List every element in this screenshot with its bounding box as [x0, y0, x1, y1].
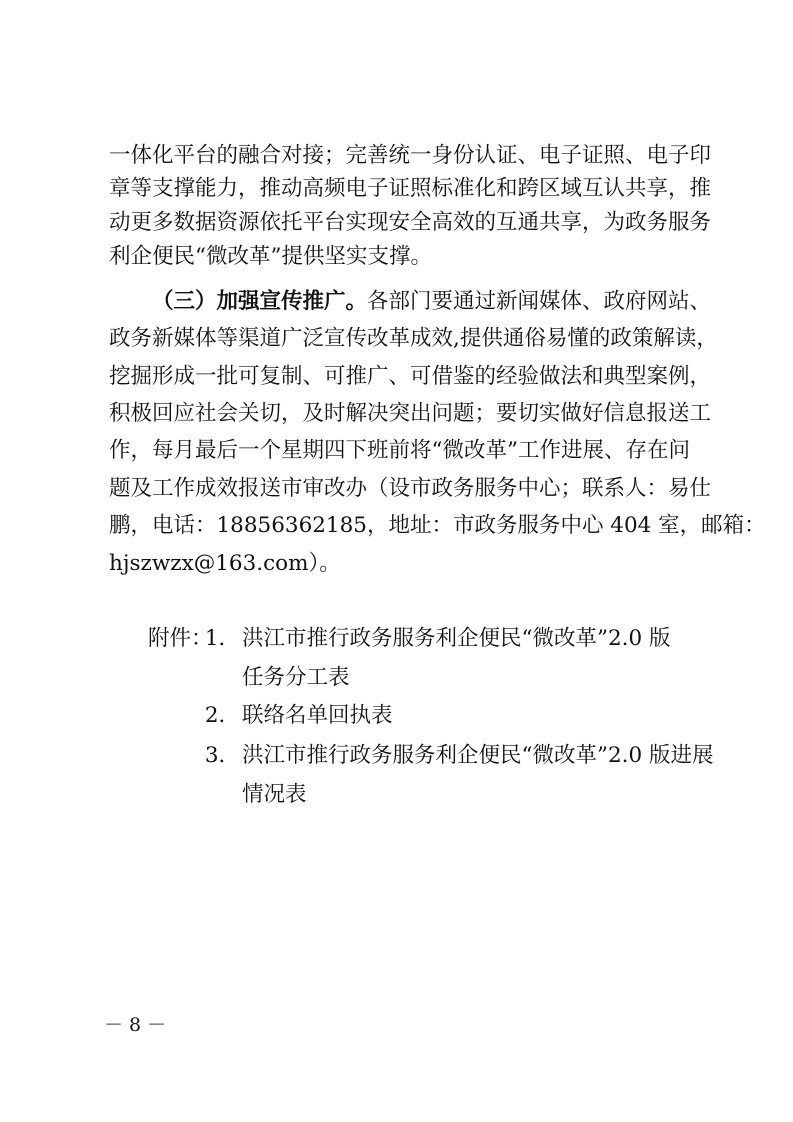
body-line: 挖掘形成一批可复制、可推广、可借鉴的经验做法和典型案例，: [109, 364, 712, 389]
attachments-label: 附件：: [148, 626, 213, 651]
body-line: 鹏，电话：18856362185，地址：市政务服务中心 404 室，邮箱：: [109, 513, 766, 538]
body-line: 题及工作成效报送市审改办（设市政务服务中心；联系人：易仕: [109, 476, 712, 501]
body-line: 作，每月最后一个星期四下班前将“微改革”工作进展、存在问: [109, 438, 690, 463]
page-number: － 8 －: [104, 1014, 167, 1036]
body-line: hjszwzx@163.com）。: [109, 551, 341, 576]
attachment-title: 洪江市推行政务服务利企便民“微改革”2.0 版: [242, 626, 671, 651]
attachment-title-continued: 情况表: [242, 782, 307, 807]
attachment-title: 洪江市推行政务服务利企便民“微改革”2.0 版进展: [242, 743, 714, 768]
body-line: 政务新媒体等渠道广泛宣传改革成效,提供通俗易懂的政策解读，: [109, 326, 718, 351]
attachment-number: 2．: [204, 703, 240, 728]
attachment-title: 联络名单回执表: [242, 703, 393, 728]
body-line: 一体化平台的融合对接；完善统一身份认证、电子证照、电子印: [109, 143, 712, 168]
attachment-title-continued: 任务分工表: [242, 665, 350, 690]
body-line: 动更多数据资源依托平台实现安全高效的互通共享，为政务服务: [109, 210, 712, 235]
attachment-number: 1．: [204, 626, 240, 651]
attachment-number: 3．: [204, 743, 240, 768]
body-line: 利企便民“微改革”提供坚实支撑。: [109, 244, 432, 269]
section-first-line: [152, 282, 712, 322]
section-first-line-text: 各部门要通过新闻媒体、政府网站、: [367, 289, 712, 314]
body-line: 章等支撑能力，推动高频电子证照标准化和跨区域互认共享，推: [109, 176, 712, 201]
body-line: 积极回应社会关切，及时解决突出问题；要切实做好信息报送工: [109, 401, 712, 426]
section-heading: （三）加强宣传推广。: [152, 289, 368, 314]
